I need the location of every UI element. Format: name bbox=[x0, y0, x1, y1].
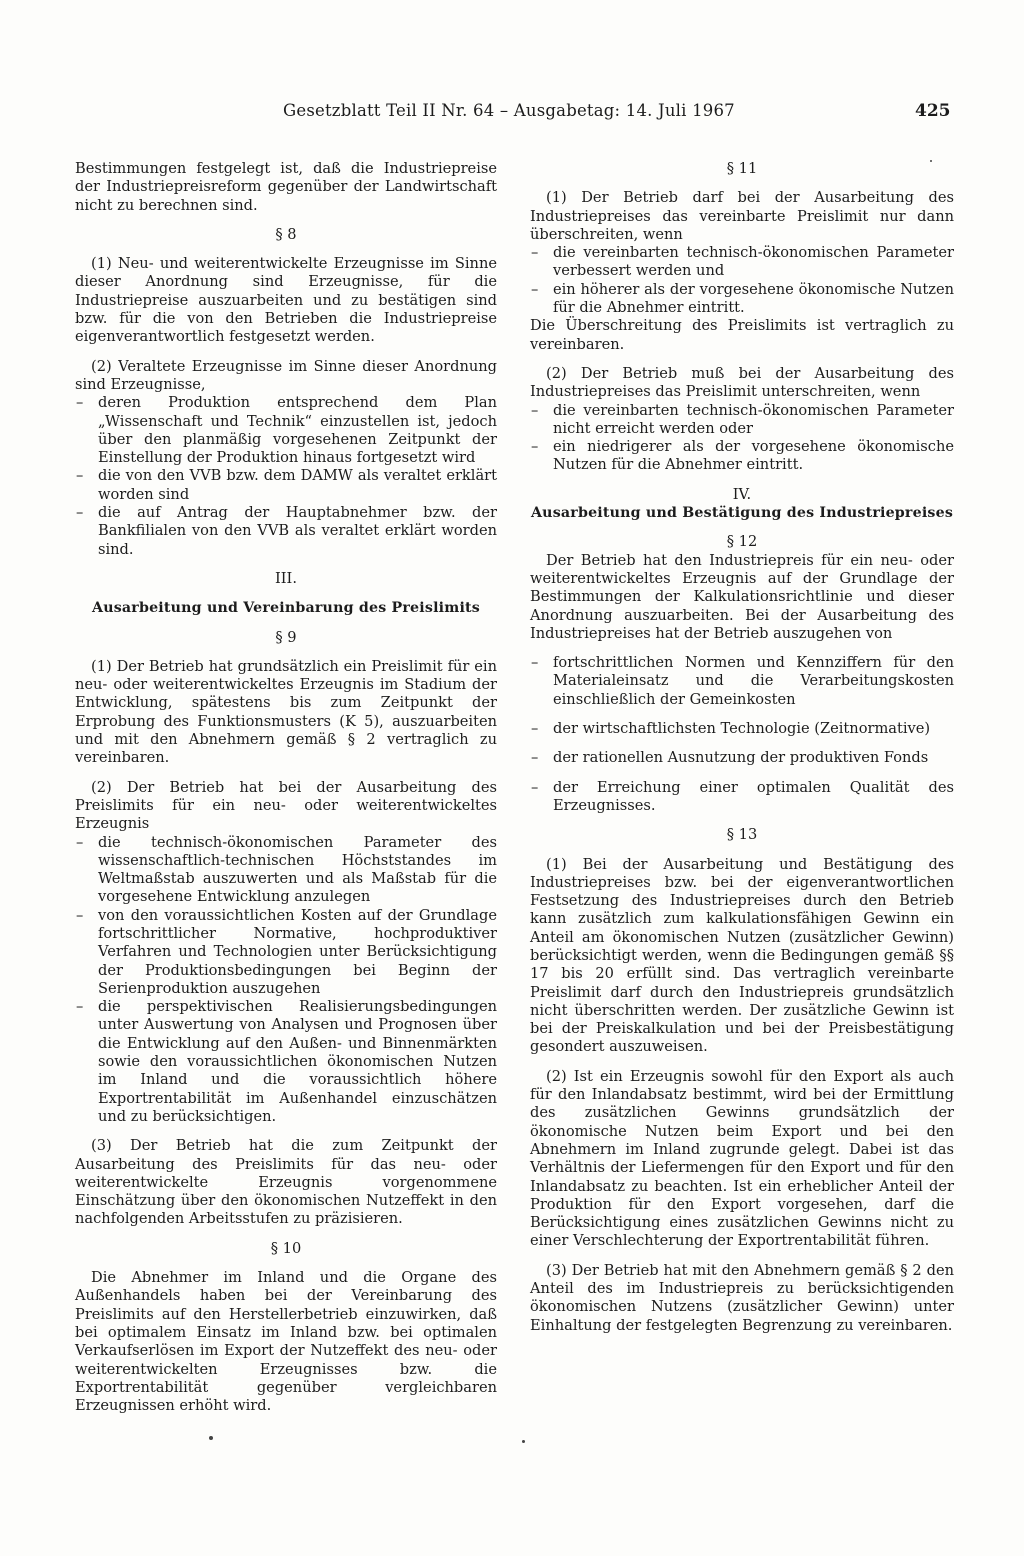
section-13-para-3: (3) Der Betrieb hat mit den Abnehmern gemäß § 2 den Anteil des im Industriepreis zu berücksichtigenden ökonomischen Nutzens (zusätzlicher Gewinn) unter Einhaltung der festgelegten Begrenzung zu vereinbaren. bbox=[530, 1261, 954, 1334]
dash-bullet: – bbox=[76, 394, 84, 412]
section-9-para-3: (3) Der Betrieb hat die zum Zeitpunkt der Ausarbeitung des Preislimits für das neu- oder weiterentwickelte Erzeugnis vorgenommene Einschätzung über den ökonomischen Nutzeffekt in den nachfolgenden Arbeitsstufen zu präzisieren. bbox=[75, 1137, 497, 1228]
list-item-text: die auf Antrag der Hauptabnehmer bzw. der Bankfilialen von den VVB als veraltet erklärt worden sind. bbox=[98, 504, 497, 558]
list-item-text: fortschrittlichen Normen und Kennziffern für den Materialeinsatz und die Verarbeitungskosten einschließlich der Gemeinkosten bbox=[553, 654, 954, 708]
list-item bbox=[75, 998, 497, 1126]
list-item-text: der Erreichung einer optimalen Qualität des Erzeugnisses. bbox=[553, 778, 954, 814]
dash-bullet: – bbox=[76, 998, 84, 1016]
list-item bbox=[75, 504, 497, 559]
speck bbox=[209, 1436, 213, 1440]
list-item-text: der rationellen Ausnutzung der produktiven Fonds bbox=[553, 749, 929, 767]
right-column bbox=[530, 160, 954, 1335]
section-9-para-1: (1) Der Betrieb hat grundsätzlich ein Preislimit für ein neu- oder weiterentwickeltes Erzeugnis im Stadium der Entwicklung, spätestens bis zum Zeitpunkt der Erprobung des Funktionsmusters (K 5), auszuarbeiten und mit den Abnehmern gemäß § 2 vertraglich zu vereinbaren. bbox=[75, 657, 497, 767]
section-8-title: § 8 bbox=[275, 225, 297, 243]
section-11-para-2: (2) Der Betrieb muß bei der Ausarbeitung des Industriepreises das Preislimit unterschreiten, wenn bbox=[530, 364, 954, 401]
part-4-heading: Ausarbeitung und Bestätigung des Industriepreises bbox=[530, 505, 954, 522]
left-column bbox=[75, 160, 497, 1415]
section-9-title: § 9 bbox=[275, 628, 297, 646]
section-12-list bbox=[530, 654, 954, 815]
list-item-text: ein niedrigerer als der vorgesehene ökonomische Nutzen für die Abnehmer eintritt. bbox=[553, 438, 954, 474]
dash-bullet: – bbox=[531, 401, 539, 419]
speck bbox=[522, 1440, 525, 1443]
list-item-text: die vereinbarten technisch-ökonomischen Parameter nicht erreicht werden oder bbox=[553, 401, 954, 437]
page-header bbox=[0, 101, 1024, 127]
section-9-list bbox=[75, 834, 497, 1127]
list-item bbox=[530, 281, 954, 318]
list-item bbox=[530, 438, 954, 475]
dash-bullet: – bbox=[76, 467, 84, 485]
dash-bullet: – bbox=[531, 749, 539, 767]
dash-bullet: – bbox=[531, 438, 539, 456]
list-item bbox=[75, 467, 497, 504]
dash-bullet: – bbox=[531, 280, 539, 298]
list-item bbox=[530, 654, 954, 709]
section-13-title: § 13 bbox=[726, 826, 758, 844]
list-item-text: die von den VVB bzw. dem DAMW als veraltet erklärt worden sind bbox=[98, 467, 497, 503]
section-11-para-1: (1) Der Betrieb darf bei der Ausarbeitung des Industriepreises das vereinbarte Preislimit nur dann überschreiten, wenn bbox=[530, 189, 954, 243]
dash-bullet: – bbox=[531, 244, 539, 262]
list-item bbox=[530, 779, 954, 816]
list-item-text: die technisch-ökonomischen Parameter des wissenschaftlich-technischen Höchststandes im Weltmaßstab auszuwerten und als Maßstab für die vorgesehene Entwicklung anzulegen bbox=[98, 833, 497, 906]
running-title: Gesetzblatt Teil II Nr. 64 – Ausgabetag: 14. Juli 1967 bbox=[283, 101, 735, 120]
list-item-text: die vereinbarten technisch-ökonomischen Parameter verbessert werden und bbox=[553, 244, 954, 280]
list-item bbox=[530, 720, 954, 738]
part-3-heading: Ausarbeitung und Vereinbarung des Preislimits bbox=[91, 600, 480, 617]
list-item-text: der wirtschaftlichsten Technologie (Zeitnormative) bbox=[553, 720, 931, 738]
section-9-para-2: (2) Der Betrieb hat bei der Ausarbeitung des Preislimits für ein neu- oder weiterentwickeltes Erzeugnis bbox=[75, 778, 497, 833]
dash-bullet: – bbox=[531, 654, 539, 672]
speck bbox=[930, 160, 932, 162]
list-item-text: deren Produktion entsprechend dem Plan „Wissenschaft und Technik“ einzustellen ist, jedoch über den planmäßig vorgesehenen Zeitpunkt der Einstellung der Produktion hinaus fortgesetzt wird bbox=[98, 394, 497, 467]
list-item bbox=[75, 394, 497, 467]
section-12-title: § 12 bbox=[726, 533, 758, 551]
dash-bullet: – bbox=[76, 906, 84, 924]
section-11-outro: Die Überschreitung des Preislimits ist vertraglich zu vereinbaren. bbox=[530, 317, 954, 353]
section-13-para-2: (2) Ist ein Erzeugnis sowohl für den Export als auch für den Inlandabsatz bestimmt, wird bei der Ermittlung des zusätzlichen Gewinns grundsätzlich der ökonomische Nutzen beim Export und bei den Abnehmern im Inland zugrunde gelegt. Dabei ist das Verhältnis der Liefermengen für den Export und für den Inlandabsatz zu beachten. Ist ein erheblicher Anteil der Produktion für den Export vorgesehen, darf die Berücksichtigung eines zusätzlichen Gewinns nicht zu einer Verschlechterung der Exportrentabilität führen. bbox=[530, 1067, 954, 1250]
list-item-text: von den voraussichtlichen Kosten auf der Grundlage fortschrittlicher Normative, hochproduktiver Verfahren und Technologien unter Berücksichtigung der Produktionsbedingungen bei Beginn der Serienproduktion auszugehen bbox=[98, 906, 497, 997]
dash-bullet: – bbox=[531, 778, 539, 796]
list-item bbox=[75, 834, 497, 907]
part-3-numeral: III. bbox=[275, 569, 297, 587]
section-10-title: § 10 bbox=[270, 1239, 302, 1257]
list-item-text: die perspektivischen Realisierungsbedingungen unter Auswertung von Analysen und Prognosen über die Entwicklung auf den Außen- und Binnenmärkten sowie den voraussichtlichen ökonomischen Nutzen im Inland und die voraussichtlich höhere Exportrentabilität im Außenhandel einzuschätzen und zu berücksichtigen. bbox=[98, 998, 497, 1125]
section-11-list-2 bbox=[530, 402, 954, 475]
list-item bbox=[530, 244, 954, 281]
dash-bullet: – bbox=[531, 720, 539, 738]
intro-paragraph: Bestimmungen festgelegt ist, daß die Industriepreise der Industriepreisreform gegenüber der Landwirtschaft nicht zu berechnen sind. bbox=[75, 160, 497, 214]
section-11-title: § 11 bbox=[726, 160, 758, 177]
section-8-para-2: (2) Veraltete Erzeugnisse im Sinne dieser Anordnung sind Erzeugnisse, bbox=[75, 357, 497, 393]
list-item bbox=[530, 402, 954, 439]
section-8-list bbox=[75, 394, 497, 559]
part-4-numeral: IV. bbox=[732, 485, 752, 503]
section-12-para-1: Der Betrieb hat den Industriepreis für ein neu- oder weiterentwickeltes Erzeugnis auf der Grundlage der Bestimmungen der Kalkulationsrichtlinie und dieser Anordnung auszuarbeiten. Bei der Ausarbeitung des Industriepreises hat der Betrieb auszugehen von bbox=[530, 551, 954, 642]
list-item-text: ein höherer als der vorgesehene ökonomische Nutzen für die Abnehmer eintritt. bbox=[553, 280, 954, 317]
section-11-list-1 bbox=[530, 244, 954, 317]
page-number: 425 bbox=[915, 101, 951, 121]
list-item bbox=[75, 907, 497, 998]
dash-bullet: – bbox=[76, 833, 84, 851]
section-13-para-1: (1) Bei der Ausarbeitung und Bestätigung des Industriepreises bzw. bei der eigenverantwortlichen Festsetzung des Industriepreises durch den Betrieb kann zusätzlich zum kalkulationsfähigen Gewinn ein Anteil am ökonomischen Nutzen (zusätzlicher Gewinn) berücksichtigt werden, wenn die Bedingungen gemäß §§ 17 bis 20 erfüllt sind. Das vertraglich vereinbarte Preislimit darf durch den Industriepreis grundsätzlich nicht überschritten werden. Der zusätzliche Gewinn ist bei der Preiskalkulation und bei der Preisbestätigung gesondert auszuweisen. bbox=[530, 855, 954, 1056]
section-8-para-1: (1) Neu- und weiterentwickelte Erzeugnisse im Sinne dieser Anordnung sind Erzeugnisse, für die Industriepreise auszuarbeiten und zu bestätigen sind bzw. für die von den Betrieben die Industriepreise eigenverantwortlich festgesetzt werden. bbox=[75, 255, 497, 346]
section-10-para-1: Die Abnehmer im Inland und die Organe des Außenhandels haben bei der Vereinbarung des Preislimits auf den Herstellerbetrieb einzuwirken, daß bei optimalem Einsatz im Inland bzw. bei optimalen Verkaufserlösen im Export der Nutzeffekt des neu- oder weiterentwickelten Erzeugnisses bzw. die Exportrentabilität gegenüber vergleichbaren Erzeugnissen erhöht wird. bbox=[75, 1269, 497, 1415]
dash-bullet: – bbox=[76, 504, 84, 522]
list-item bbox=[530, 749, 954, 767]
